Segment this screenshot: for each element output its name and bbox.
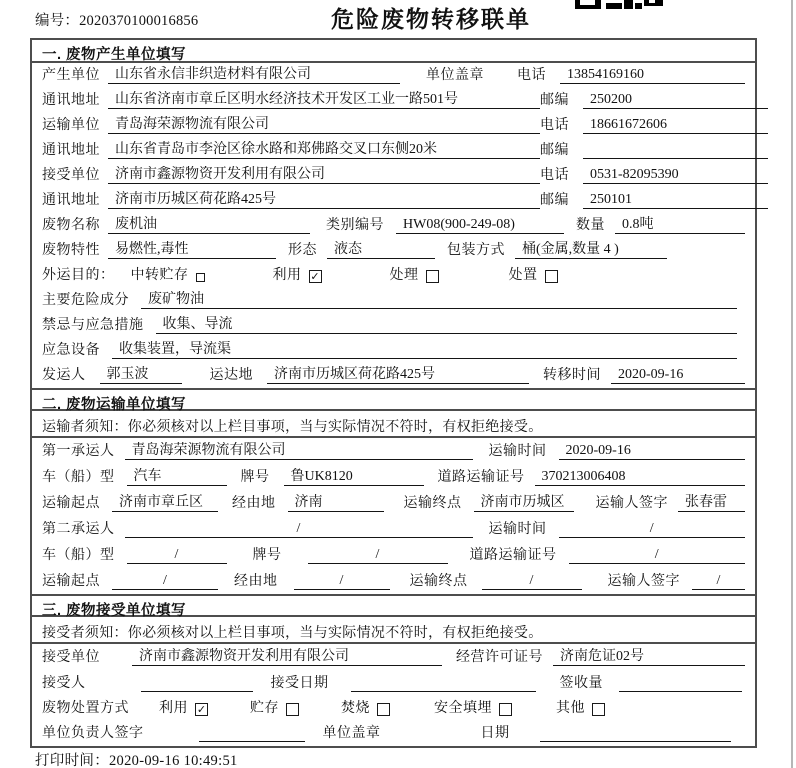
phone-value: 0531-82095390 <box>583 166 768 184</box>
second-carrier-label: 第二承运人 <box>42 522 115 537</box>
receiver-address-row <box>32 188 755 213</box>
receiver-notice: 接受者须知：你必须核对以上栏目事项，当与实际情况不符时，有权拒绝接受。 <box>32 617 755 644</box>
first-carrier-value: 青岛海荣源物流有限公司 <box>125 442 473 460</box>
second-carrier-row <box>32 516 755 542</box>
purpose-label: 外运目的： <box>42 268 115 283</box>
transport-time-label: 运输时间 <box>488 444 547 459</box>
plate-value: 鲁UK8120 <box>284 468 424 486</box>
road-permit-label: 道路运输证号 <box>437 470 525 485</box>
origin-value: / <box>112 572 218 590</box>
disposal-store-checkbox <box>286 703 299 716</box>
producer-value: 山东省永信非织造材料有限公司 <box>108 66 400 84</box>
disposal-method-row <box>32 696 755 721</box>
disposal-use-label: 利用 <box>159 701 188 716</box>
serial-label: 编号： <box>35 13 80 29</box>
signed-amount-label: 签收量 <box>559 676 603 691</box>
phone-label: 电话 <box>540 118 569 133</box>
unit-head-sign-value <box>199 741 305 742</box>
transfer-time-value: 2020-09-16 <box>611 366 745 384</box>
transporter-sign-label: 运输人签字 <box>607 574 680 589</box>
phone-value: 13854169160 <box>560 66 745 84</box>
disposal-burn-label: 焚烧 <box>341 701 370 716</box>
page-title: 危险废物转移联单 <box>331 6 531 32</box>
print-time-label: 打印时间： <box>35 753 109 768</box>
transporter-address-row <box>32 138 755 163</box>
transport-time-value: 2020-09-16 <box>559 442 746 460</box>
disposal-method-label: 废物处置方式 <box>42 701 129 716</box>
shipper-value: 郭玉波 <box>100 366 182 384</box>
serial-value: 2020370100016856 <box>79 13 199 29</box>
shipper-label: 发运人 <box>42 368 86 383</box>
transporter-row <box>32 113 755 138</box>
vehicle-type-value: / <box>127 546 227 564</box>
page-right-edge <box>791 0 793 768</box>
terminus-label: 运输终点 <box>403 496 462 511</box>
via-label: 经由地 <box>234 574 278 589</box>
via-value: / <box>294 572 390 590</box>
purpose-treat-checkbox <box>426 270 439 283</box>
purpose-dispose-label: 处置 <box>508 268 538 283</box>
purpose-use-label: 利用 <box>272 268 302 283</box>
plate-label: 牌号 <box>252 548 282 563</box>
plate-label: 牌号 <box>240 470 270 485</box>
form-value: 液态 <box>327 241 435 259</box>
traits-value: 易燃性,毒性 <box>108 241 276 259</box>
address-label: 通讯地址 <box>42 193 100 208</box>
equipment-value: 收集装置，导流渠 <box>112 341 737 359</box>
disposal-burn-checkbox <box>377 703 390 716</box>
disposal-landfill-checkbox <box>499 703 512 716</box>
zip-value: 250200 <box>583 91 768 109</box>
purpose-treat-label: 处理 <box>389 268 419 283</box>
producer-label: 产生单位 <box>42 68 100 83</box>
section3-header: 三. 废物接受单位填写 <box>32 594 755 617</box>
address-value: 山东省青岛市李沧区徐水路和郑佛路交叉口东侧20米 <box>108 141 540 159</box>
transfer-time-label: 转移时间 <box>543 368 601 383</box>
vehicle-type-label: 车（船）型 <box>42 548 115 563</box>
purpose-dispose-checkbox <box>545 270 558 283</box>
transport-time-label: 运输时间 <box>488 522 547 537</box>
license-label: 经营许可证号 <box>456 650 543 665</box>
origin-label: 运输起点 <box>42 574 100 589</box>
address-value: 济南市历城区荷花路425号 <box>108 191 540 209</box>
quantity-value: 0.8吨 <box>615 216 745 234</box>
accept-unit-value: 济南市鑫源物资开发利用有限公司 <box>132 648 442 666</box>
phone-label: 电话 <box>517 68 546 83</box>
phone-value: 18661672606 <box>583 116 768 134</box>
transporter-value: 青岛海荣源物流有限公司 <box>108 116 540 134</box>
shipper-row <box>32 363 755 388</box>
second-vehicle-row <box>32 542 755 568</box>
receiver-value: 济南市鑫源物资开发利用有限公司 <box>108 166 540 184</box>
origin-label: 运输起点 <box>42 496 100 511</box>
first-route-row <box>32 490 755 516</box>
destination-value: 济南市历城区荷花路425号 <box>267 366 529 384</box>
zip-value <box>583 158 768 159</box>
quantity-label: 数量 <box>576 218 605 233</box>
unit-seal-label: 单位盖章 <box>322 726 381 741</box>
accept-unit-row <box>32 644 755 670</box>
unit-head-sign-row <box>32 721 755 746</box>
zip-value: 250101 <box>583 191 768 209</box>
first-carrier-row <box>32 438 755 464</box>
acceptor-label: 接受人 <box>42 676 86 691</box>
waste-name-label: 废物名称 <box>42 218 100 233</box>
second-route-row <box>32 568 755 594</box>
address-label: 通讯地址 <box>42 93 100 108</box>
qr-code-fragment-icon <box>575 0 663 9</box>
disposal-landfill-label: 安全填埋 <box>434 701 492 716</box>
zip-label: 邮编 <box>540 143 569 158</box>
taboo-value: 收集、导流 <box>156 316 738 334</box>
transporter-sign-value: 张春雷 <box>678 494 745 512</box>
waste-name-value: 废机油 <box>108 216 310 234</box>
plate-value: / <box>308 546 448 564</box>
origin-value: 济南市章丘区 <box>112 494 218 512</box>
first-vehicle-row <box>32 464 755 490</box>
signed-amount-value <box>619 691 742 692</box>
purpose-row <box>32 263 755 288</box>
transporter-sign-label: 运输人签字 <box>595 496 668 511</box>
seal-label: 单位盖章 <box>426 68 484 83</box>
zip-label: 邮编 <box>540 193 569 208</box>
transporter-label: 运输单位 <box>42 118 100 133</box>
first-carrier-label: 第一承运人 <box>42 444 115 459</box>
phone-label: 电话 <box>540 168 569 183</box>
unit-head-sign-label: 单位负责人签字 <box>42 726 144 741</box>
road-permit-value: / <box>569 546 746 564</box>
receiver-row <box>32 163 755 188</box>
disposal-use-checkbox: ✓ <box>196 703 207 716</box>
section2-header: 二. 废物运输单位填写 <box>32 388 755 411</box>
packing-value: 桶(金属,数量 4 ) <box>515 241 667 259</box>
transfer-form-table <box>30 38 757 748</box>
via-label: 经由地 <box>232 496 276 511</box>
via-value: 济南 <box>288 494 384 512</box>
document-header <box>0 0 796 38</box>
hazard-value: 废矿物油 <box>141 291 737 309</box>
taboo-row <box>32 313 755 338</box>
transporter-notice: 运输者须知：你必须核对以上栏目事项，当与实际情况不符时，有权拒绝接受。 <box>32 411 755 438</box>
waste-traits-row <box>32 238 755 263</box>
purpose-transfer-label: 中转贮存 <box>130 268 189 283</box>
second-carrier-value: / <box>125 520 473 538</box>
accept-unit-label: 接受单位 <box>42 650 100 665</box>
road-permit-value: 370213006408 <box>535 468 746 486</box>
terminus-label: 运输终点 <box>409 574 468 589</box>
terminus-value: 济南市历城区 <box>474 494 574 512</box>
acceptor-row <box>32 670 755 696</box>
address-label: 通讯地址 <box>42 143 100 158</box>
purpose-use-checkbox: ✓ <box>310 270 320 283</box>
destination-label: 运达地 <box>209 368 253 383</box>
producer-row <box>32 63 755 88</box>
form-label: 形态 <box>288 243 317 258</box>
disposal-other-checkbox <box>592 703 605 716</box>
hazard-row <box>32 288 755 313</box>
address-value: 山东省济南市章丘区明水经济技术开发区工业一路501号 <box>108 91 540 109</box>
transport-time-value: / <box>559 520 746 538</box>
transporter-sign-value: / <box>692 572 745 590</box>
section1-header: 一. 废物产生单位填写 <box>32 40 755 63</box>
date-label: 日期 <box>480 726 510 741</box>
waste-name-row <box>32 213 755 238</box>
category-label: 类别编号 <box>326 218 384 233</box>
hazard-label: 主要危险成分 <box>42 293 129 308</box>
accept-date-value <box>351 691 536 692</box>
serial-number <box>35 9 198 30</box>
date-value <box>540 741 732 742</box>
zip-label: 邮编 <box>540 93 569 108</box>
print-time-value: 2020-09-16 10:49:51 <box>109 753 238 768</box>
vehicle-type-label: 车（船）型 <box>42 470 115 485</box>
equipment-label: 应急设备 <box>42 343 100 358</box>
purpose-transfer-checkbox <box>196 273 205 282</box>
receiver-label: 接受单位 <box>42 168 100 183</box>
packing-label: 包装方式 <box>447 243 505 258</box>
producer-address-row <box>32 88 755 113</box>
traits-label: 废物特性 <box>42 243 100 258</box>
terminus-value: / <box>482 572 582 590</box>
equipment-row <box>32 338 755 363</box>
license-value: 济南危证02号 <box>553 648 745 666</box>
print-time <box>35 749 238 768</box>
category-value: HW08(900-249-08) <box>396 216 564 234</box>
vehicle-type-value: 汽车 <box>127 468 227 486</box>
disposal-store-label: 贮存 <box>250 701 279 716</box>
taboo-label: 禁忌与应急措施 <box>42 318 144 333</box>
acceptor-value <box>141 691 253 692</box>
road-permit-label: 道路运输证号 <box>469 548 557 563</box>
accept-date-label: 接受日期 <box>270 676 329 691</box>
disposal-other-label: 其他 <box>556 701 585 716</box>
